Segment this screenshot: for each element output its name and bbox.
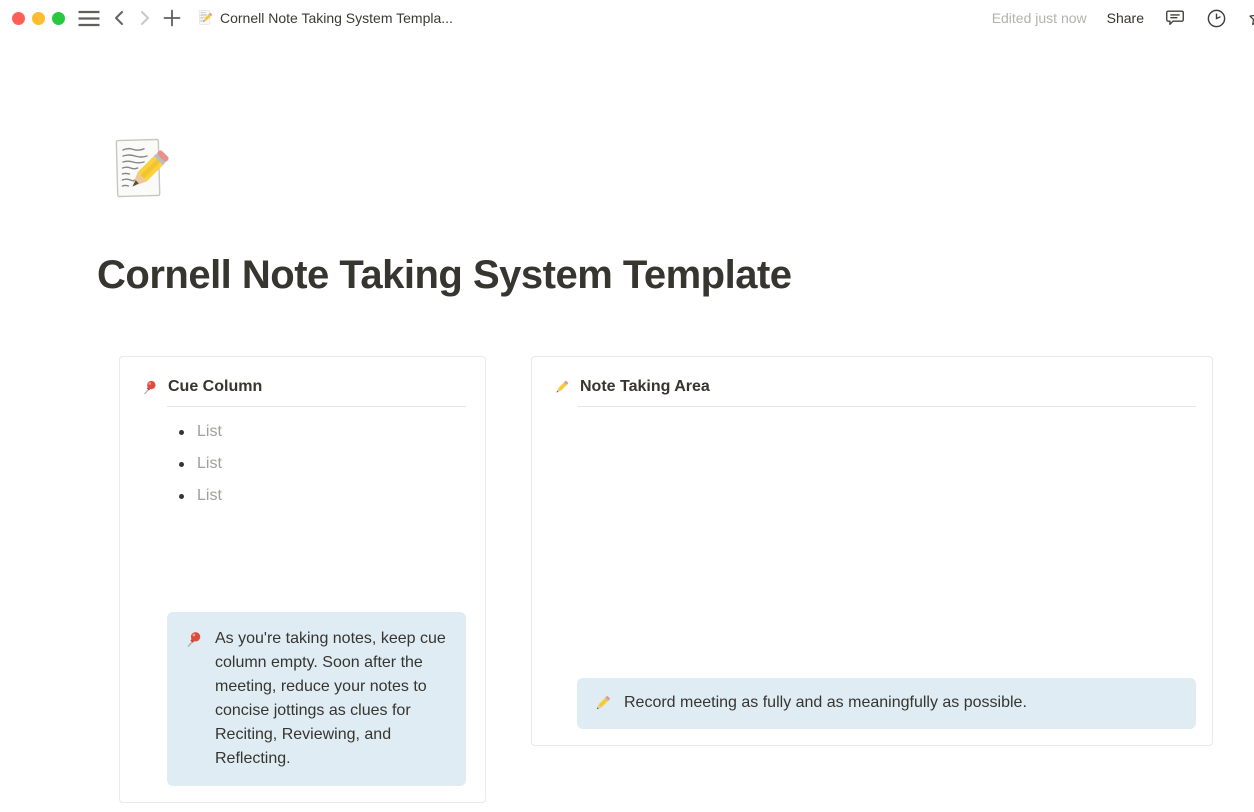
divider xyxy=(578,406,1196,407)
share-button[interactable]: Share xyxy=(1106,10,1144,26)
cue-callout-text: As you're taking notes, keep cue column empty. Soon after the meeting, reduce your notes to concise jottings as clues for Reciting, Reviewing, and Reflecting. xyxy=(215,630,446,767)
hamburger-icon xyxy=(78,10,100,27)
page-title[interactable]: Cornell Note Taking System Template xyxy=(97,253,792,297)
back-button[interactable] xyxy=(112,10,126,26)
breadcrumb-page-tab[interactable] xyxy=(196,9,453,27)
star-icon xyxy=(1247,8,1254,28)
new-tab-button[interactable] xyxy=(163,9,181,27)
note-callout-text: Record meeting as fully and as meaningfully as possible. xyxy=(624,694,1027,711)
pencil-icon xyxy=(553,379,570,396)
list-item[interactable]: List xyxy=(178,448,485,480)
forward-button[interactable] xyxy=(138,10,152,26)
plus-icon xyxy=(163,9,181,27)
pushpin-icon xyxy=(184,630,203,649)
window-titlebar xyxy=(0,0,1254,36)
list-item[interactable]: List xyxy=(178,480,485,512)
pushpin-icon xyxy=(141,379,158,396)
divider xyxy=(167,406,466,407)
chevron-left-icon xyxy=(112,10,126,26)
note-taking-area-header xyxy=(532,357,1212,396)
window-controls xyxy=(12,12,65,25)
list-item[interactable]: List xyxy=(178,416,485,448)
cue-column-header xyxy=(120,357,485,396)
history-button[interactable] xyxy=(1206,8,1227,29)
note-callout[interactable] xyxy=(577,678,1196,729)
pencil-icon xyxy=(593,694,612,713)
zoom-window-button[interactable] xyxy=(52,12,65,25)
chevron-right-icon xyxy=(138,10,152,26)
cue-placeholder-list xyxy=(120,416,485,512)
memo-icon xyxy=(196,9,214,27)
cue-callout[interactable] xyxy=(167,612,466,786)
column-layout xyxy=(119,356,1254,803)
page-icon-memo[interactable] xyxy=(104,135,176,207)
minimize-window-button[interactable] xyxy=(32,12,45,25)
topbar-actions xyxy=(992,7,1254,29)
favorite-button[interactable] xyxy=(1247,8,1254,28)
note-taking-area-title[interactable]: Note Taking Area xyxy=(580,378,710,395)
clock-icon xyxy=(1206,8,1227,29)
edited-status: Edited just now xyxy=(991,10,1087,26)
tab-title: Cornell Note Taking System Templa... xyxy=(220,10,453,26)
sidebar-menu-button[interactable] xyxy=(78,10,100,27)
cue-column-card xyxy=(119,356,486,803)
note-taking-area-card xyxy=(531,356,1213,746)
close-window-button[interactable] xyxy=(12,12,25,25)
comments-button[interactable] xyxy=(1164,7,1186,29)
cue-column-title[interactable]: Cue Column xyxy=(168,378,263,395)
comment-bubble-icon xyxy=(1164,7,1186,29)
